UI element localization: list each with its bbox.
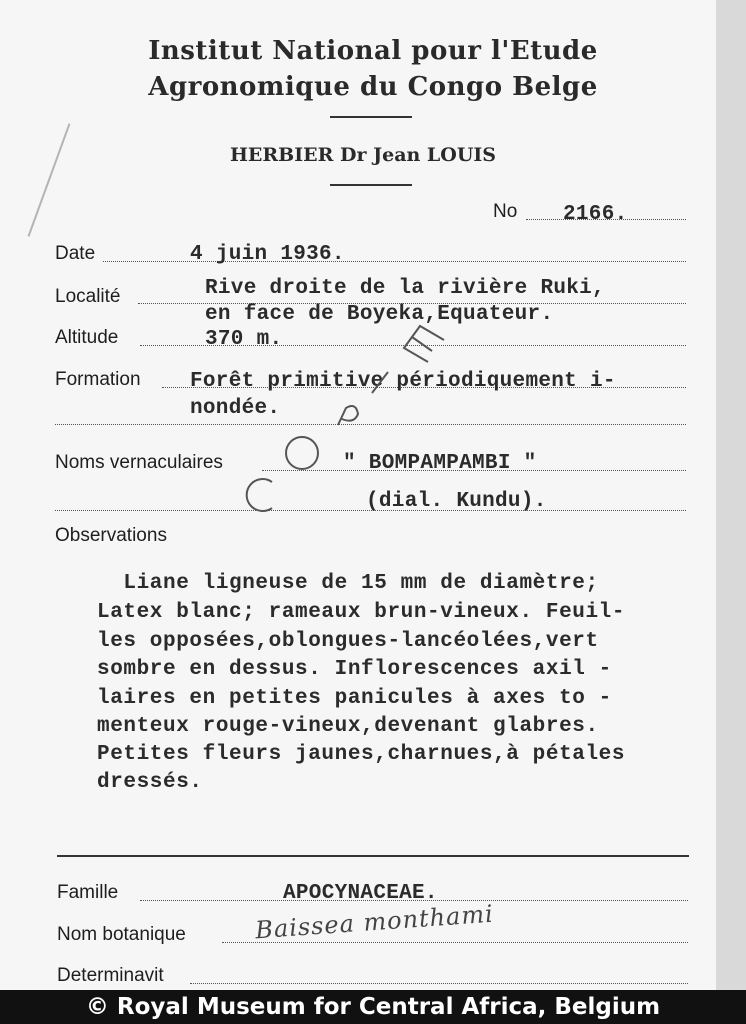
header-rule-1 — [330, 116, 412, 118]
no-label: No — [493, 201, 518, 222]
altitude-label: Altitude — [55, 327, 119, 348]
section-rule — [57, 855, 689, 857]
botanical-name-label: Nom botanique — [57, 924, 186, 945]
institution-line1: Institut National pour l'Etude — [148, 36, 598, 66]
vernacular-line2: (dial. Kundu). — [366, 490, 547, 513]
altitude-value: 370 m. — [205, 328, 283, 351]
observations-line: dressés. — [97, 771, 203, 794]
observations-line: Petites fleurs jaunes,charnues,à pétales — [97, 743, 626, 766]
copie-stamp — [220, 320, 460, 530]
herbarium-title: HERBIER Dr Jean LOUIS — [229, 144, 497, 166]
observations-line: sombre en dessus. Inflorescences axil - — [97, 658, 612, 681]
stamp-letter-c — [247, 479, 272, 511]
vernacular-line1: " BOMPAMPAMBI " — [343, 452, 537, 475]
determinavit-dots — [190, 983, 688, 984]
formation-line1: Forêt primitive périodiquement i- — [190, 370, 616, 393]
botanical-name-handwriting: Baissea monthami — [254, 899, 495, 945]
stamp-letter-i — [372, 372, 388, 393]
botanical-name-dots — [222, 942, 688, 943]
locality-line1: Rive droite de la rivière Ruki, — [205, 277, 605, 300]
formation-label: Formation — [55, 369, 141, 390]
observations-line: les opposées,oblongues-lancéolées,vert — [97, 630, 599, 653]
vernacular-label: Noms vernaculaires — [55, 452, 223, 473]
observations-label: Observations — [55, 525, 167, 546]
stamp-letter-p — [338, 406, 358, 425]
observations-line: Liane ligneuse de 15 mm de diamètre; — [97, 572, 599, 595]
locality-label: Localité — [55, 286, 121, 307]
observations-line: Latex blanc; rameaux brun-vineux. Feuil- — [97, 601, 626, 624]
stamp-letter-o — [286, 437, 318, 469]
family-label: Famille — [57, 882, 119, 903]
family-value: APOCYNACEAE. — [283, 882, 438, 905]
no-value: 2166. — [563, 203, 628, 226]
institution-line2: Agronomique du Congo Belge — [148, 72, 598, 102]
locality-line2: en face de Boyeka,Equateur. — [205, 303, 554, 326]
observations-line: menteux rouge-vineux,devenant glabres. — [97, 715, 599, 738]
observations-line: laires en petites panicules à axes to - — [97, 687, 612, 710]
date-value: 4 juin 1936. — [190, 243, 345, 266]
formation-line2: nondée. — [190, 397, 281, 420]
header-rule-2 — [330, 184, 412, 186]
copyright-footer: © Royal Museum for Central Africa, Belgium — [0, 990, 746, 1024]
date-label: Date — [55, 243, 96, 264]
stamp-letter-e — [404, 326, 444, 362]
determinavit-label: Determinavit — [57, 965, 164, 986]
